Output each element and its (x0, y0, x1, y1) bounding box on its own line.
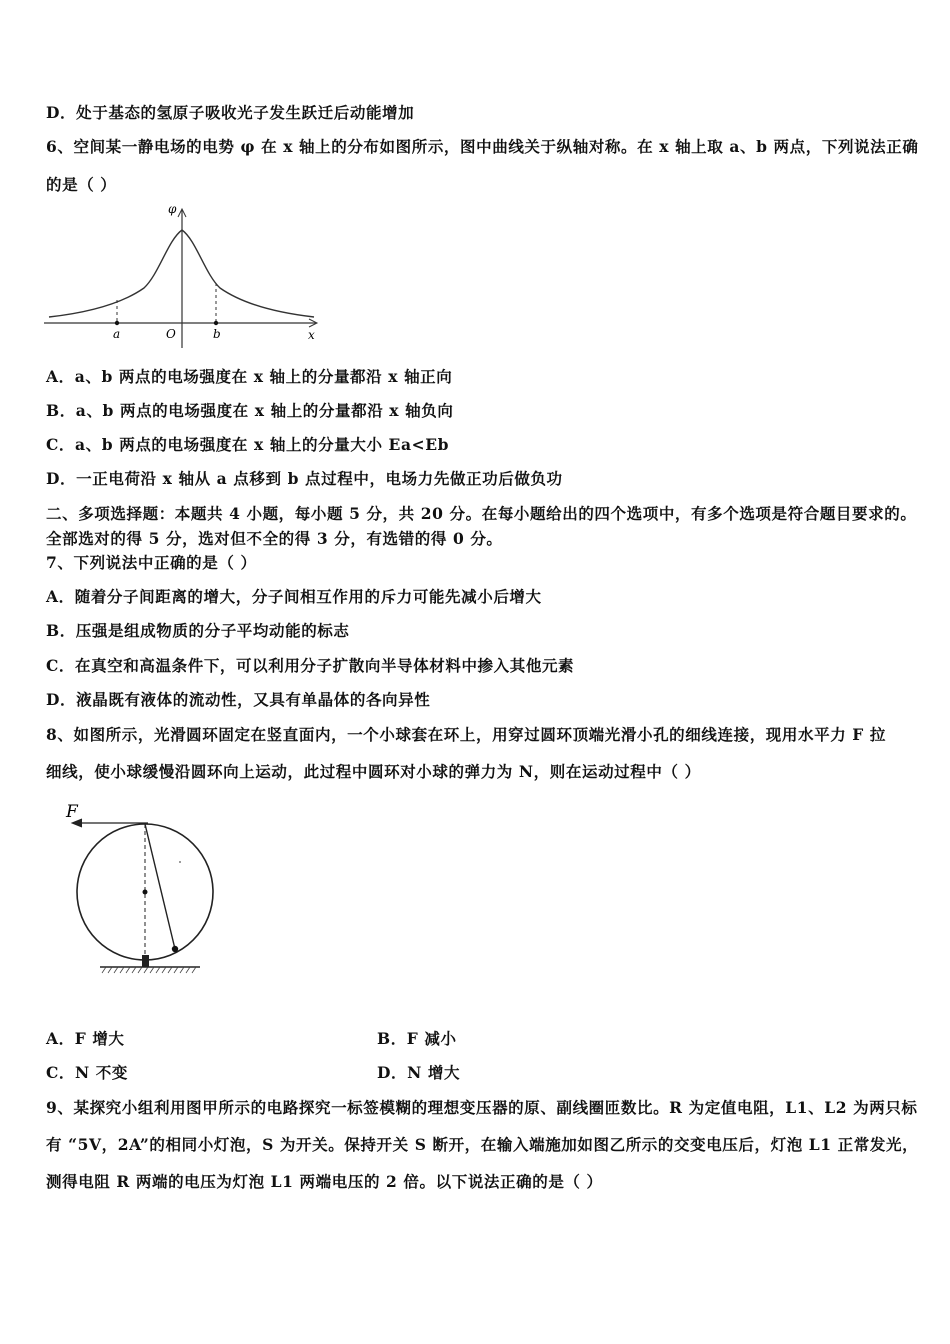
q6-option-a: A．a、b 两点的电场强度在 x 轴上的分量都沿 x 轴正向 (46, 367, 453, 386)
q6-stem-line1: 6、空间某一静电场的电势 φ 在 x 轴上的分布如图所示，图中曲线关于纵轴对称。在 x 轴上取 a、b 两点，下列说法正确 (46, 137, 919, 156)
q9-stem-line1: 9、某探究小组利用图甲所示的电路探究一标签模糊的理想变压器的原、副线圈匝数比。R 为定值电阻，L1、L2 为两只标 (46, 1098, 918, 1117)
point-b-label: b (213, 327, 221, 341)
x-axis-label: x (308, 328, 315, 342)
q9-stem-line3: 测得电阻 R 两端的电压为灯泡 L1 两端电压的 2 倍。以下说法正确的是（ ） (46, 1172, 603, 1191)
q8-option-d: D．N 增大 (377, 1063, 461, 1082)
q6-option-c: C．a、b 两点的电场强度在 x 轴上的分量大小 Ea<Eb (46, 435, 450, 454)
q6-option-b: B．a、b 两点的电场强度在 x 轴上的分量都沿 x 轴负向 (46, 401, 454, 420)
ring-figure (60, 795, 220, 985)
q7-option-c: C．在真空和高温条件下，可以利用分子扩散向半导体材料中掺入其他元素 (46, 656, 575, 675)
q8-option-a: A．F 增大 (46, 1029, 125, 1048)
q8-option-c: C．N 不变 (46, 1063, 129, 1082)
q8-stem-line2: 细线，使小球缓慢沿圆环向上运动，此过程中圆环对小球的弹力为 N，则在运动过程中（ ） (46, 762, 701, 781)
q8-option-b: B．F 减小 (377, 1029, 457, 1048)
q6-stem-line2: 的是（ ） (46, 175, 117, 194)
q7-option-b: B．压强是组成物质的分子平均动能的标志 (46, 621, 350, 640)
q7-stem: 7、下列说法中正确的是（ ） (46, 553, 257, 572)
q7-option-d: D．液晶既有液体的流动性，又具有单晶体的各向异性 (46, 690, 431, 709)
q7-option-a: A．随着分子间距离的增大，分子间相互作用的斥力可能先减小后增大 (46, 587, 542, 606)
phi-axis-label: φ (168, 202, 177, 216)
q9-stem-line2: 有 “5V，2A”的相同小灯泡，S 为开关。保持开关 S 断开，在输入端施加如图乙所示的交变电压后，灯泡 L1 正常发光， (46, 1135, 919, 1154)
force-f-label: F (66, 802, 78, 822)
q8-stem-line1: 8、如图所示，光滑圆环固定在竖直面内，一个小球套在环上，用穿过圆环顶端光滑小孔的细线连接，现用水平力 F 拉 (46, 725, 886, 744)
potential-graph-figure (44, 200, 324, 350)
q6-option-d: D．一正电荷沿 x 轴从 a 点移到 b 点过程中，电场力先做正功后做负功 (46, 469, 563, 488)
point-a-label: a (113, 327, 121, 341)
section2-heading-line1: 二、多项选择题：本题共 4 小题，每小题 5 分，共 20 分。在每小题给出的四个选项中，有多个选项是符合题目要求的。 (46, 504, 917, 523)
section2-heading-line2: 全部选对的得 5 分，选对但不全的得 3 分，有选错的得 0 分。 (46, 529, 503, 548)
q5-option-d: D．处于基态的氢原子吸收光子发生跃迁后动能增加 (46, 103, 415, 122)
origin-label: O (166, 327, 176, 341)
